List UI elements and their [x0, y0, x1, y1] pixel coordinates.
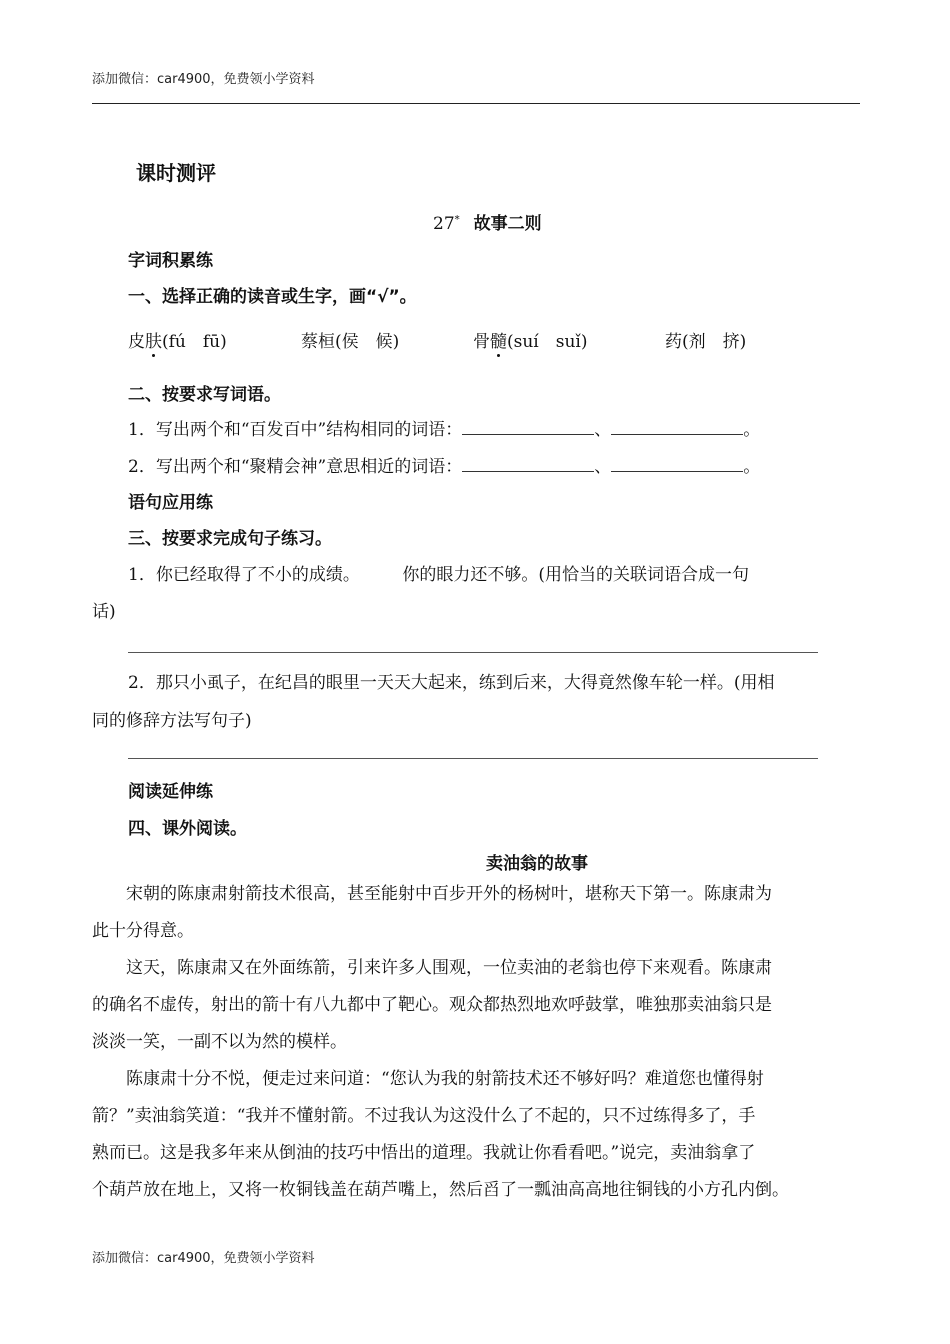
q3-sentence-2-line-1: 2．那只小虱子，在纪昌的眼里一天天大起来，练到后来，大得竟然像车轮一样。(用相: [128, 673, 775, 693]
section-heading-sentence: 语句应用练: [128, 493, 213, 513]
story-title: 卖油翁的故事: [486, 854, 588, 874]
q1-item-2: 蔡桓(侯 候): [301, 332, 400, 352]
lesson-number: 27: [433, 214, 455, 234]
answer-blank[interactable]: [611, 418, 743, 435]
lesson-name: 故事二则: [473, 214, 542, 234]
question-3-title: 三、按要求完成句子练习。: [128, 529, 332, 549]
page-footer: 添加微信：car4900，免费领小学资料: [92, 1251, 315, 1266]
q3-sentence-1-line-1: 1．你已经取得了不小的成绩。 你的眼力还不够。(用恰当的关联词语合成一句: [128, 565, 749, 585]
header-rule: [92, 103, 860, 104]
page-header: 添加微信：car4900，免费领小学资料: [92, 72, 315, 87]
answer-line[interactable]: [128, 652, 818, 653]
question-4-title: 四、课外阅读。: [128, 819, 247, 839]
story-paragraph-3: 陈康肃十分不悦，便走过来问道：“您认为我的射箭技术还不够好吗？难道您也懂得射 箭？”卖油翁笑道：“我并不懂射箭。不过我认为这没什么了不起的，只不过练得多了，手 熟而已。这是我多年来从倒油的技巧中悟出的道理。我就让你看看吧。”说完，卖油翁拿了 个葫芦放在地上，又将一枚铜钱盖在葫芦嘴上，然后舀了一瓢油高高地往铜钱的小方孔内倒。: [92, 1069, 789, 1200]
q2-line-1: 1．写出两个和“百发百中”结构相同的词语： 、 。: [128, 420, 761, 440]
page-title: 课时测评: [136, 161, 216, 185]
question-1-title: 一、选择正确的读音或生字，画“√”。: [128, 287, 417, 307]
question-2-title: 二、按要求写词语。: [128, 385, 281, 405]
q2-line-2: 2．写出两个和“聚精会神”意思相近的词语： 、 。: [128, 457, 761, 477]
q3-sentence-2-line-2: 同的修辞方法写句子): [92, 711, 252, 731]
q1-item-4: 药(剂 挤): [665, 332, 747, 352]
section-heading-vocab: 字词积累练: [128, 251, 213, 271]
lesson-mark: *: [454, 214, 460, 226]
q3-sentence-1-line-2: 话): [92, 602, 116, 622]
q1-item-1: 皮肤(fú fū): [128, 332, 227, 352]
q1-item-3: 骨髓(suí suǐ): [473, 332, 588, 352]
answer-blank[interactable]: [462, 418, 594, 435]
answer-blank[interactable]: [611, 455, 743, 472]
lesson-title: [433, 209, 542, 234]
story-paragraph-1: 宋朝的陈康肃射箭技术很高，甚至能射中百步开外的杨树叶，堪称天下第一。陈康肃为 此十分得意。: [92, 884, 772, 941]
section-heading-reading: 阅读延伸练: [128, 782, 213, 802]
answer-line[interactable]: [128, 758, 818, 759]
story-paragraph-2: 这天，陈康肃又在外面练箭，引来许多人围观，一位卖油的老翁也停下来观看。陈康肃 的确名不虚传，射出的箭十有八九都中了靶心。观众都热烈地欢呼鼓掌，唯独那卖油翁只是 淡淡一笑，一副不以为然的模样。: [92, 958, 772, 1052]
answer-blank[interactable]: [462, 455, 594, 472]
